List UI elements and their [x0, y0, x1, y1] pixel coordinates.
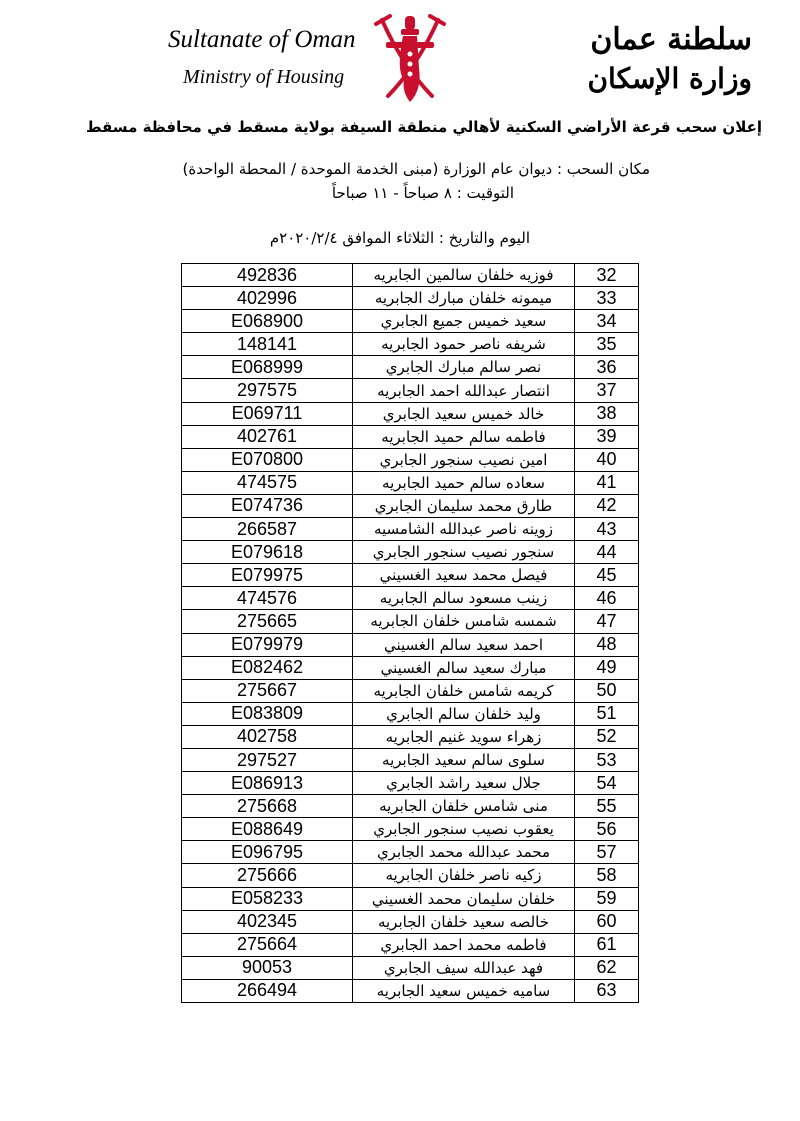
civil-id-cell: 402345 [182, 910, 353, 933]
serial-number-cell: 57 [575, 841, 639, 864]
table-row [182, 425, 639, 448]
serial-number-cell: 61 [575, 933, 639, 956]
serial-number-cell: 55 [575, 795, 639, 818]
table-row [182, 887, 639, 910]
civil-id-cell: 275664 [182, 933, 353, 956]
name-cell: فيصل محمد سعيد الغسيني [353, 564, 575, 587]
serial-number-cell: 58 [575, 864, 639, 887]
name-cell: فوزيه خلفان سالمين الجابريه [353, 264, 575, 287]
table-row [182, 979, 639, 1002]
name-cell: كريمه شامس خلفان الجابريه [353, 679, 575, 702]
civil-id-cell: 275667 [182, 679, 353, 702]
name-cell: نصر سالم مبارك الجابري [353, 356, 575, 379]
winners-table-body [182, 264, 639, 1003]
name-cell: فهد عبدالله سيف الجابري [353, 956, 575, 979]
serial-number-cell: 37 [575, 379, 639, 402]
name-cell: ميمونه خلفان مبارك الجابريه [353, 287, 575, 310]
name-cell: زكيه ناصر خلفان الجابريه [353, 864, 575, 887]
serial-number-cell: 62 [575, 956, 639, 979]
civil-id-cell: E079975 [182, 564, 353, 587]
name-cell: شريفه ناصر حمود الجابريه [353, 333, 575, 356]
serial-number-cell: 36 [575, 356, 639, 379]
name-cell: منى شامس خلفان الجابريه [353, 795, 575, 818]
announcement-title: إعلان سحب قرعة الأراضي السكنية لأهالي منطقة السيفة بولاية مسقط في محافظة مسقط [85, 118, 762, 136]
name-cell: سعيد خميس جميع الجابري [353, 310, 575, 333]
serial-number-cell: 49 [575, 656, 639, 679]
table-row [182, 772, 639, 795]
arabic-ministry-name: وزارة الإسكان [587, 62, 752, 95]
name-cell: ساميه خميس سعيد الجابريه [353, 979, 575, 1002]
table-row [182, 564, 639, 587]
english-country-name: Sultanate of Oman [168, 26, 356, 53]
civil-id-cell: E069711 [182, 402, 353, 425]
serial-number-cell: 39 [575, 425, 639, 448]
table-row [182, 402, 639, 425]
civil-id-cell: 90053 [182, 956, 353, 979]
civil-id-cell: 297575 [182, 379, 353, 402]
serial-number-cell: 46 [575, 587, 639, 610]
name-cell: طارق محمد سليمان الجابري [353, 494, 575, 517]
table-row [182, 818, 639, 841]
table-row [182, 287, 639, 310]
civil-id-cell: E058233 [182, 887, 353, 910]
name-cell: خالد خميس سعيد الجابري [353, 402, 575, 425]
table-row [182, 587, 639, 610]
serial-number-cell: 48 [575, 633, 639, 656]
table-row [182, 956, 639, 979]
civil-id-cell: 402761 [182, 425, 353, 448]
name-cell: خالصه سعيد خلفان الجابريه [353, 910, 575, 933]
table-row [182, 310, 639, 333]
table-row [182, 494, 639, 517]
serial-number-cell: 45 [575, 564, 639, 587]
serial-number-cell: 35 [575, 333, 639, 356]
draw-timing: التوقيت : ٨ صباحاً - ١١ صباحاً [331, 184, 514, 202]
name-cell: امين نصيب سنجور الجابري [353, 448, 575, 471]
table-row [182, 448, 639, 471]
civil-id-cell: 402758 [182, 725, 353, 748]
name-cell: مبارك سعيد سالم الغسيني [353, 656, 575, 679]
serial-number-cell: 40 [575, 448, 639, 471]
civil-id-cell: E070800 [182, 448, 353, 471]
serial-number-cell: 56 [575, 818, 639, 841]
name-cell: زينب مسعود سالم الجابريه [353, 587, 575, 610]
serial-number-cell: 41 [575, 471, 639, 494]
table-row [182, 379, 639, 402]
serial-number-cell: 52 [575, 725, 639, 748]
civil-id-cell: E083809 [182, 702, 353, 725]
civil-id-cell: E086913 [182, 772, 353, 795]
civil-id-cell: E068999 [182, 356, 353, 379]
serial-number-cell: 34 [575, 310, 639, 333]
civil-id-cell: 148141 [182, 333, 353, 356]
table-row [182, 864, 639, 887]
table-row [182, 356, 639, 379]
table-row [182, 518, 639, 541]
name-cell: جلال سعيد راشد الجابري [353, 772, 575, 795]
table-row [182, 748, 639, 771]
civil-id-cell: E079618 [182, 541, 353, 564]
civil-id-cell: 266587 [182, 518, 353, 541]
arabic-country-name: سلطنة عمان [590, 22, 752, 57]
draw-date: اليوم والتاريخ : الثلاثاء الموافق ٢٠٢٠/٢/٤م [269, 229, 530, 247]
table-row [182, 841, 639, 864]
civil-id-cell: 474576 [182, 587, 353, 610]
serial-number-cell: 59 [575, 887, 639, 910]
name-cell: يعقوب نصيب سنجور الجابري [353, 818, 575, 841]
civil-id-cell: 492836 [182, 264, 353, 287]
serial-number-cell: 47 [575, 610, 639, 633]
serial-number-cell: 44 [575, 541, 639, 564]
serial-number-cell: 53 [575, 748, 639, 771]
name-cell: زهراء سويد غنيم الجابريه [353, 725, 575, 748]
name-cell: فاطمه محمد احمد الجابري [353, 933, 575, 956]
civil-id-cell: 275665 [182, 610, 353, 633]
serial-number-cell: 32 [575, 264, 639, 287]
name-cell: زوينه ناصر عبدالله الشامسيه [353, 518, 575, 541]
winners-table [181, 263, 639, 1003]
table-row [182, 679, 639, 702]
civil-id-cell: 402996 [182, 287, 353, 310]
table-row [182, 910, 639, 933]
table-row [182, 264, 639, 287]
name-cell: انتصار عبدالله احمد الجابريه [353, 379, 575, 402]
table-row [182, 933, 639, 956]
table-row [182, 333, 639, 356]
table-row [182, 633, 639, 656]
serial-number-cell: 33 [575, 287, 639, 310]
name-cell: فاطمه سالم حميد الجابريه [353, 425, 575, 448]
name-cell: وليد خلفان سالم الجابري [353, 702, 575, 725]
serial-number-cell: 63 [575, 979, 639, 1002]
serial-number-cell: 42 [575, 494, 639, 517]
name-cell: شمسه شامس خلفان الجابريه [353, 610, 575, 633]
civil-id-cell: E068900 [182, 310, 353, 333]
omani-khanjar-emblem-icon [372, 10, 448, 106]
civil-id-cell: 266494 [182, 979, 353, 1002]
name-cell: سنجور نصيب سنجور الجابري [353, 541, 575, 564]
name-cell: احمد سعيد سالم الغسيني [353, 633, 575, 656]
civil-id-cell: 474575 [182, 471, 353, 494]
civil-id-cell: E096795 [182, 841, 353, 864]
table-row [182, 471, 639, 494]
table-row [182, 610, 639, 633]
name-cell: خلفان سليمان محمد الغسيني [353, 887, 575, 910]
table-row [182, 702, 639, 725]
serial-number-cell: 43 [575, 518, 639, 541]
serial-number-cell: 54 [575, 772, 639, 795]
serial-number-cell: 60 [575, 910, 639, 933]
civil-id-cell: E082462 [182, 656, 353, 679]
table-row [182, 656, 639, 679]
serial-number-cell: 50 [575, 679, 639, 702]
name-cell: سلوى سالم سعيد الجابريه [353, 748, 575, 771]
civil-id-cell: E074736 [182, 494, 353, 517]
table-row [182, 725, 639, 748]
serial-number-cell: 38 [575, 402, 639, 425]
civil-id-cell: 297527 [182, 748, 353, 771]
civil-id-cell: E079979 [182, 633, 353, 656]
civil-id-cell: E088649 [182, 818, 353, 841]
civil-id-cell: 275668 [182, 795, 353, 818]
name-cell: محمد عبدالله محمد الجابري [353, 841, 575, 864]
english-ministry-name: Ministry of Housing [183, 66, 345, 88]
name-cell: سعاده سالم حميد الجابريه [353, 471, 575, 494]
table-row [182, 541, 639, 564]
serial-number-cell: 51 [575, 702, 639, 725]
table-row [182, 795, 639, 818]
draw-location: مكان السحب : ديوان عام الوزارة (مبنى الخدمة الموحدة / المحطة الواحدة) [182, 160, 650, 178]
civil-id-cell: 275666 [182, 864, 353, 887]
